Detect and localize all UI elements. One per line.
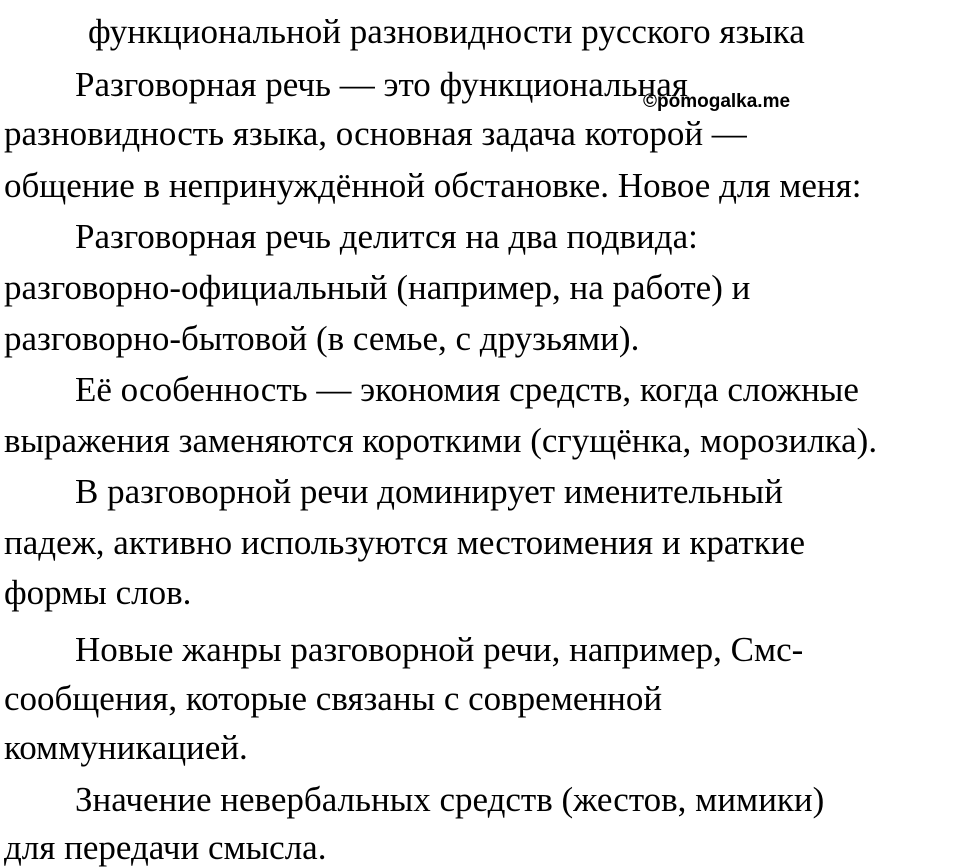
text-line: разновидность языка, основная задача которой — — [4, 114, 747, 153]
text-line: разговорно-официальный (например, на работе) и — [4, 268, 751, 307]
text-line: сообщения, которые связаны с современной — [4, 679, 663, 718]
paragraph-line: Значение невербальных средств (жестов, мимики) — [75, 780, 825, 819]
paragraph-line: Её особенность — экономия средств, когда сложные — [75, 370, 859, 409]
text-line: падеж, активно используются местоимения и краткие — [4, 523, 806, 562]
paragraph-line: Новые жанры разговорной речи, например, Смс- — [75, 630, 804, 669]
paragraph-line: Разговорная речь делится на два подвида: — [75, 217, 698, 256]
text-line: функциональной разновидности русского языка — [88, 12, 805, 51]
paragraph-line: В разговорной речи доминирует именительный — [75, 472, 783, 511]
text-line: коммуникацией. — [4, 728, 248, 767]
paragraph-line: Разговорная речь — это функциональная — [75, 65, 688, 104]
text-line: выражения заменяются короткими (сгущёнка, морозилка). — [4, 421, 878, 460]
text-line: разговорно-бытовой (в семье, с друзьями). — [4, 319, 640, 358]
text-line: для передачи смысла. — [4, 828, 327, 867]
text-line: формы слов. — [4, 573, 192, 612]
watermark: ©pomogalka.me — [643, 91, 791, 112]
text-line: общение в непринуждённой обстановке. Новое для меня: — [4, 166, 862, 205]
